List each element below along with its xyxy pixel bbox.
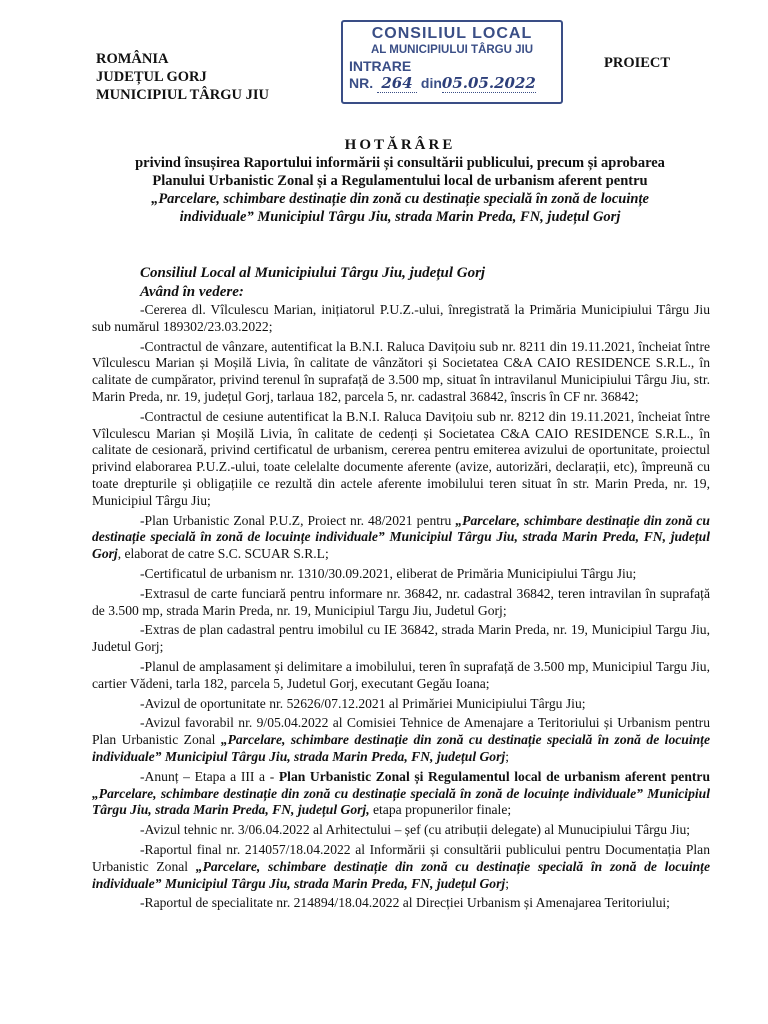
paragraph-urbanism-certificate: -Certificatul de urbanism nr. 1310/30.09.2021, eliberat de Primăria Municipiului Târgu Jiu; [140, 565, 637, 581]
paragraph-opportunity-notice: -Avizul de oportunitate nr. 52626/07.12.2021 al Primăriei Municipiului Târgu Jiu; [140, 695, 586, 711]
decision-title [80, 136, 720, 226]
stamp-nr-value: 264 [377, 75, 417, 93]
paragraph-announcement: -Anunț – Etapa a III a - Plan Urbanistic Zonal și Regulamentul local de urbanism aferent pentru „Parcelare, schimbare destinație din zonă cu destinație specială în zonă de locuințe individuale” Municipiul Târgu Jiu, strada Marin Preda, FN, județul Gorj, etapa propunerilor finale; [92, 768, 710, 818]
stamp-entry-label: INTRARE [349, 58, 412, 74]
considering-heading: Având în vedere: [140, 284, 244, 300]
paragraph-puz-project: -Plan Urbanistic Zonal P.U.Z, Proiect nr. 48/2021 pentru „Parcelare, schimbare destinație din zonă cu destinație specială în zonă de locuințe individuale” Municipiul Târgu Jiu, strada Marin Preda, FN, județul Gorj, elaborat de catre S.C. SCUAR S.R.L; [92, 512, 710, 562]
title-line-4: individuale” Municipiul Târgu Jiu, strada Marin Preda, FN, județul Gorj [179, 209, 621, 225]
paragraph-location-plan: -Planul de amplasament și delimitare a imobilului, teren în suprafață de 3.500 mp, Municipiul Targu Jiu, cartier Vădeni, tarla 182, parcela 5, Judetul Gorj, executant Gegău Ioana; [92, 658, 710, 691]
paragraph-architect-notice: -Avizul tehnic nr. 3/06.04.2022 al Arhitectului – șef (cu atribuții delegate) al Munucipiului Târgu Jiu; [140, 822, 691, 838]
paragraph-assignment-contract: -Contractul de cesiune autentificat la B.N.I. Raluca Davițoiu sub nr. 8212 din 19.11.2021, încheiat între Vîlculescu Marian și Moșilă Livia, în calitate de cedenți și Societatea C&A CAIO RESIDENCE S.R.L., în calitate de cesionară, privind certificatul de urbanism, cererea pentru emiterea avizului de oportunitate, proiectul privind elaborarea P.U.Z.-ului, toate celelalte documente aferente (avize, autorizări, declarații, etc), împreună cu toate drepturile și obligațiile ce rezultă din actele aferente imobilului teren situat în str. Marin Preda, nr. 19, Municipiul Târgu Jiu; [92, 408, 710, 508]
stamp-council: CONSILIUL LOCAL [371, 25, 533, 42]
stamp-municipality: AL MUNICIPIULUI TÂRGU JIU [370, 44, 534, 56]
country-line: ROMÂNIA [96, 51, 169, 67]
registration-stamp [341, 20, 563, 104]
paragraph-request: -Cererea dl. Vîlculescu Marian, inițiatorul P.U.Z.-ului, înregistrată la Primăria Municipiului Târgu Jiu sub numărul 189302/23.03.2022; [92, 302, 710, 334]
stamp-nr-label: NR. [349, 75, 374, 91]
paragraph-sale-contract: -Contractul de vânzare, autentificat la B.N.I. Raluca Davițoiu sub nr. 8211 din 19.11.2021, încheiat între Vîlculescu Marian și Moșilă Livia, în calitate de vânzători și Societatea C&A CAIO RESIDENCE S.R.L., în calitate de cumpărator, privind terenul în suprafață de 3.500 mp, situat în intravilanul Municipiului Târgu Jiu, str. Marin Preda, nr. 19, județul Gorj, tarlaua 182, parcela 5, nr. cadastral 36842, înscris în CF nr. 36842; [92, 338, 710, 404]
issuer-header [96, 50, 269, 104]
paragraph-land-registry: -Extrasul de carte funciară pentru informare nr. 36842, nr. cadastral 36842, teren intravilan în suprafață de 3.500 mp, strada Marin Preda, nr. 19, Municipiul Targu Jiu, Judetul Gorj; [92, 585, 710, 618]
paragraph-cadastral-plan: -Extras de plan cadastral pentru imobilul cu IE 36842, strada Marin Preda, nr. 19, Municipiul Targu Jiu, Judetul Gorj; [92, 622, 710, 655]
title-line-1: privind însușirea Raportului informării și consultării publicului, precum și aprobarea [135, 155, 665, 171]
document-body [92, 264, 710, 915]
document-status-label: PROIECT [604, 55, 671, 71]
municipality-line: MUNICIPIUL TÂRGU JIU [96, 87, 269, 103]
stamp-number-row [349, 75, 555, 93]
title-heading: HOTĂRÂRE [344, 137, 456, 153]
stamp-date-value: 05.05.2022 [441, 74, 536, 92]
council-heading: Consiliul Local al Municipiului Târgu Jiu, județul Gorj [140, 265, 486, 281]
paragraph-technical-commission: -Avizul favorabil nr. 9/05.04.2022 al Comisiei Tehnice de Amenajare a Teritoriului și Urbanism pentru Plan Urbanistic Zonal „Parcelare, schimbare destinație din zonă cu destinație specială în zonă de locuințe individuale” Municipiul Târgu Jiu, strada Marin Preda, FN, județul Gorj; [92, 715, 710, 764]
county-line: JUDEȚUL GORJ [96, 69, 207, 85]
paragraph-specialty-report: -Raportul de specialitate nr. 214894/18.04.2022 al Direcției Urbanism și Amenajarea Teritoriului; [140, 895, 670, 911]
title-line-2: Planului Urbanistic Zonal și a Regulamentului local de urbanism aferent pentru [152, 173, 648, 189]
paragraph-final-report: -Raportul final nr. 214057/18.04.2022 al Informării și consultării publicului pentru Documentația Plan Urbanistic Zonal „Parcelare, schimbare destinație din zonă cu destinație specială în zonă de locuințe individuale” Municipiul Târgu Jiu, strada Marin Preda, FN, județul Gorj; [92, 841, 710, 891]
stamp-din-label: din [420, 75, 442, 91]
title-line-3: „Parcelare, schimbare destinație din zonă cu destinație specială în zonă de locuințe [151, 191, 649, 207]
